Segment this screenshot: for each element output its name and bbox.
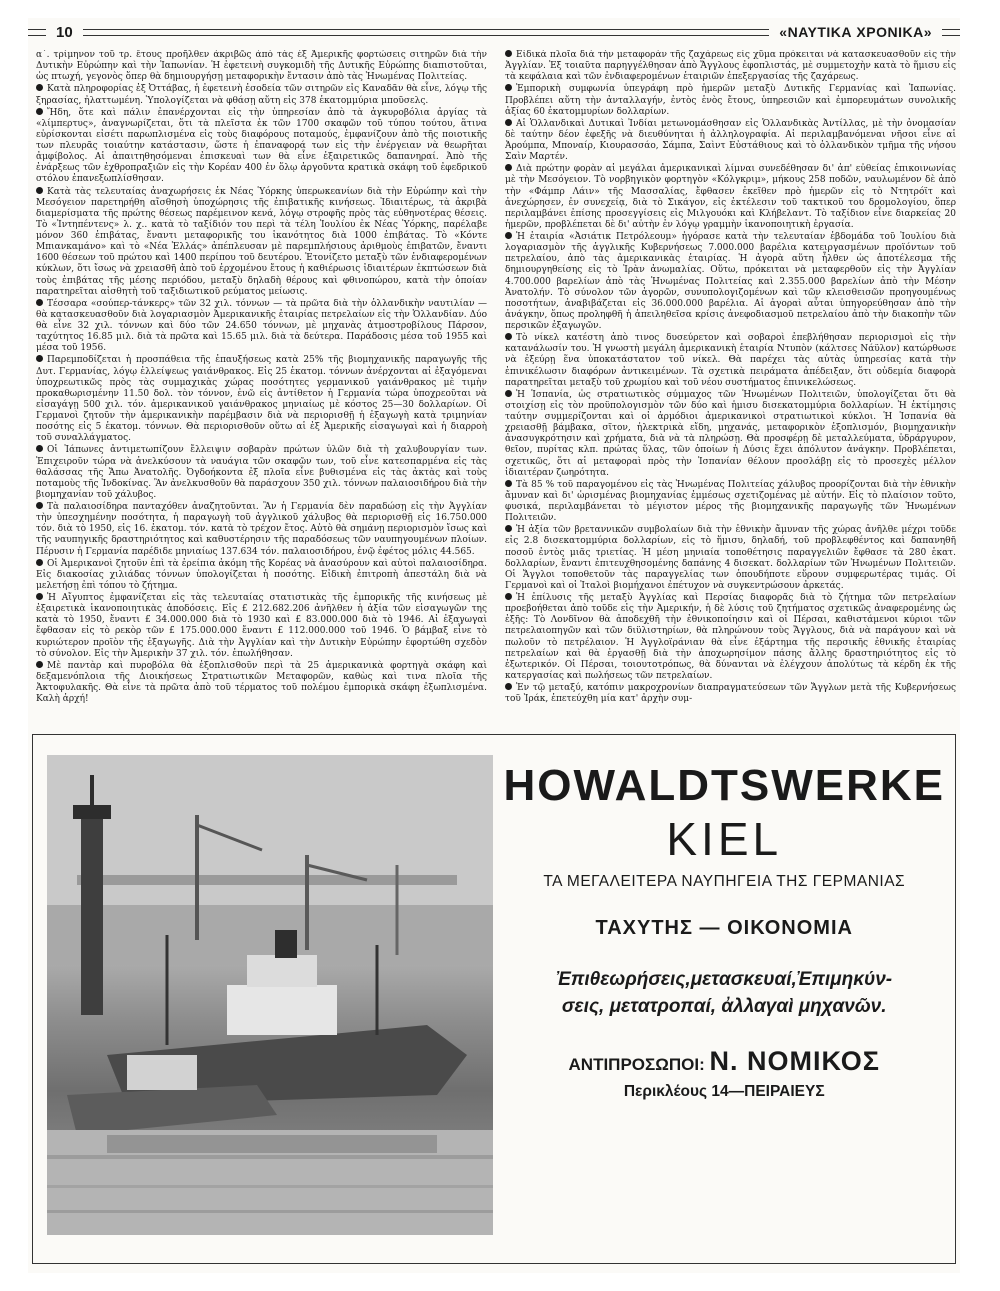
publication-title: «ΝΑΥΤΙΚΑ ΧΡΟΝΙΚΑ» [779, 24, 932, 40]
right-column [505, 50, 956, 726]
bullet-icon [505, 525, 512, 532]
bullet-icon [36, 299, 43, 306]
article-paragraph: Τέσσαρα «σούπερ-τάνκερς» τῶν 32 χιλ. τόννων — τὰ πρῶτα διὰ τὴν ὁλλανδικὴν ναυτιλίαν — θὰ κατασκευασθοῦν διὰ λογαριασμὸν Ἀμερικανικῆς ἑταιρίας πετρελαίων εἰς τὴν Ὁλλανδίαν. Δύο θὰ εἶνε 32 χιλ. τόννων καὶ δύο τῶν 24.650 τόννων, μὲ μηχανὰς ἀτμοστροβίλους Πάρσον, ταχύτητος 16.85 μιλ. διὰ τὰ πρῶτα καὶ 15.65 μιλ. διὰ τὰ δεύτερα. Παράδοσις μέσα τοῦ 1955 καὶ μέσα τοῦ 1956. [36, 298, 487, 354]
article-paragraph: Οἱ Ἀμερικανοὶ ζητοῦν ἐπὶ τὰ ἐρείπια ἀκόμη τῆς Κορέας νὰ ἀνασύρουν καὶ αὐτοὶ παλαιοσίδηρα. Εἰς διακοσίας χιλιάδας τόννων ὑπολογίζεται ἡ ποσότης. Εἰδικὴ ἐπιτροπὴ ἀπεστάλη διὰ νὰ μελετήσῃ ἐπὶ τόπου τὸ ζήτημα. [36, 558, 487, 591]
header-rule-right [942, 29, 960, 36]
article-paragraph: Ἐν τῷ μεταξύ, κατόπιν μακροχρονίων διαπραγματεύσεων τῶν Ἄγγλων μετὰ τῆς Κυβερνήσεως τοῦ Ἰράκ, ἐπετεύχθη μία κατ' ἀρχὴν συμ- [505, 683, 956, 705]
bullet-icon [505, 164, 512, 171]
bullet-icon [505, 119, 512, 126]
bullet-icon [36, 108, 43, 115]
bullet-icon [36, 502, 43, 509]
newspaper-page [28, 18, 960, 1273]
article-paragraph: Διὰ πρώτην φορὰν αἱ μεγάλαι ἀμερικανικαὶ λίμναι συνεδέθησαν δι' ἀπ' εὐθείας ἐπικοινωνίας μὲ τὴν Μεσόγειον. Τὸ νορβηγικὸν φορτηγὸν «Κόλγκριμ», μήκους 258 ποδῶν, ναυλωμένον δὲ ἀπὸ τὴν «Φάμπρ Λάιν» τῆς Μασσαλίας, ἔφθασεν ἐκεῖθεν πρὸ ἡμερῶν εἰς τὸ Ντητρόϊτ καὶ ἀνεχώρησεν, ἐν συνεχείᾳ, διὰ τὸ Σικάγον, εἰς ἐκτέλεσιν τοῦ τακτικοῦ του δρομολογίου, ὅπερ περιλαμβάνει ἐπίσης προσεγγίσεις εἰς Μιλγουόκι καὶ Κλήβελαντ. Τὸ ταξίδιον εἶνε διαρκείας 20 ἡμερῶν, προβλέπεται δὲ δι' αὐτὴν ἐν λόγῳ γραμμὴν ἱκανοποιητικὴ ἐργασία. [505, 164, 956, 230]
page-number: 10 [56, 23, 73, 41]
bullet-icon [505, 390, 512, 397]
bullet-icon [505, 50, 512, 57]
article-paragraph: Ἡ Αἴγυπτος ἐμφανίζεται εἰς τὰς τελευταίας στατιστικὰς τῆς ἐμπορικῆς τῆς κινήσεως μὲ ἐξαιρετικὰ ἱκανοποιητικὰς ἀποδόσεις. Εἰς £ 212.682.206 ἀνῆλθεν ἡ ἀξία τῶν εἰσαγωγῶν της κατὰ τὸ 1950, ἔναντι £ 34.000.000 διὰ τὸ 1930 καὶ £ 83.000.000 διὰ τὸ 1946. Αἱ ἐξαγωγαὶ ἔφθασαν εἰς τὸ ρεκὸρ τῶν £ 175.000.000 ἔναντι £ 112.000.000 τοῦ 1946. Ὁ βάμβαξ εἶνε τὸ κυριώτερον προϊὸν τῆς ἐξαγωγῆς. Διὰ τὴν Ἀγγλίαν καὶ τὴν Δυτικὴν Εὐρώπην ἐφορτώθη σχεδὸν τὸ σύνολον. Εἰς τὴν Ἀμερικὴν 37 χιλ. τόν. ἐπωλήθησαν. [36, 593, 487, 659]
bullet-icon [36, 559, 43, 566]
article-paragraph: Ἡ ἐπίλυσις τῆς μεταξὺ Ἀγγλίας καὶ Περσίας διαφορᾶς διὰ τὸ ζήτημα τῶν πετρελαίων προεβοήθεται ἀπὸ τοῦδε εἰς τὴν Ἀμερικήν, ἡ δὲ λύσις τοῦ ζητήματος σχετικῶς ἀναφερομένης ὡς ἑξῆς: Τὸ Λονδῖνον θὰ ἀποδεχθῆ τὴν ἐθνικοποίησιν καὶ οἱ Πέρσαι, καθιστάμενοι κύριοι τῶν πετρελαιοπηγῶν καὶ τῶν διϋλιστηρίων, θὰ πληρώνουν τοὺς Ἄγγλους, διὰ νὰ παράγουν καὶ νὰ πωλοῦν τὸ πετρέλαιον. Ἡ Ἀγγλοϊράνιαν θὰ εἶνε ἐξάρτημα τῆς περσικῆς ἐθνικῆς ἑταιρίας πετρελαίων καὶ θὰ ἐργασθῇ διὰ τὴν ἀποχωρησίμον πάσης ἄλλης δραστηριότητος εἰς τὸ ἐξωτερικόν. Οἱ Πέρσαι, τοιουτοτρόπως, θὰ δύνανται νὰ ἐλέγχουν ἀπολύτως τὰ κέρδη ἐκ τῆς κατεργασίας καὶ πωλήσεως τῶν πετρελαίων. [505, 593, 956, 681]
article-paragraph: Μὲ παντὰρ καὶ πυροβόλα θὰ ἐξοπλισθοῦν περὶ τὰ 25 ἀμερικανικὰ φορτηγὰ σκάφη καὶ δεξαμενόπλοια τῆς Διοικήσεως Στρατιωτικῶν Μεταφορῶν, καθὼς καὶ τινα πλοῖα τῆς Ἀκτοφυλακῆς. Θὰ εἶνε τὰ πρῶτα ἀπὸ τοῦ τέρματος τοῦ πολέμου ἐμπορικὰ σκάφη ἐξωπλισμένα. Καλὴ ἀρχή! [36, 660, 487, 705]
bullet-icon [36, 355, 43, 362]
shipyard-photo [47, 755, 493, 1235]
bullet-icon [36, 445, 43, 452]
header-rule-middle [83, 29, 770, 36]
ad-text-block [493, 735, 955, 1263]
bullet-icon [505, 683, 512, 690]
ad-tagline: ΤΑ ΜΕΓΑΛΕΙΤΕΡΑ ΝΑΥΠΗΓΕΙΑ ΤΗΣ ΓΕΡΜΑΝΙΑΣ [543, 873, 906, 890]
ad-agent [503, 1046, 945, 1077]
ad-services-line: Ἐπιθεωρήσεις,μετασκευαί,Ἐπιμηκύν- [556, 969, 893, 990]
ad-services [503, 966, 945, 1020]
ad-services-line: σεις, μετατροπαί, ἀλλαγαὶ μηχανῶν. [561, 996, 887, 1017]
harbor-ships-image [47, 755, 493, 1235]
article-paragraph: α΄. τρίμηνον τοῦ τρ. ἔτους προῆλθεν ἀκριβῶς ἀπὸ τὰς ἐξ Ἀμερικῆς φορτώσεις σιτηρῶν διὰ τὴν Δυτικὴν Εὐρώπην καὶ τὴν Ἰαπωνίαν. Ἡ ἐφετεινὴ συγκομιδὴ τῆς Δυτικῆς Εὐρώπης διαπιστοῦται, ὡς πτωχή, γεγονὸς ὅπερ θὰ δημιουργήσῃ μεταφορικὴν ἔντασιν ἀπὸ τὰς Ἡνωμένας Πολιτείας. [36, 50, 487, 83]
bullet-icon [505, 480, 512, 487]
article-paragraph: Κατὰ τὰς τελευταίας ἀναχωρήσεις ἐκ Νέας Ὑόρκης ὑπερωκεανίων διὰ τὴν Εὐρώπην καὶ τὴν Μεσόγειον παρετηρήθη αἴσθησὴ ὑποχώρησις τῆς ἐπιβατικῆς κινήσεως. Ἰδιαιτέρως, τὰ ἀκριβὰ διαμερίσματα τῆς πρώτης θέσεως παρέμεινον κενά, λόγῳ στροφῆς πρὸς τὰς εὐθηνοτέρας θέσεις. Τὸ «Ἰντηπέντενς» λ. χ.. κατὰ τὸ ταξίδιόν του περὶ τὰ τέλη Ἰουλίου ἐκ Νέας Ὑόρκης, παρέλαβε μόνον 360 ἐπιβάτας, ἔναντι μεταφορικῆς του ἱκανότητος διὰ 1000 ἐπιβάτας. Τὸ «Κόντε Μπιανκαμάνο» καὶ τὸ «Νέα Ἑλλάς» ἀπέπλευσαν μὲ παρεμπλήσιους ἀριθμοὺς ἐπιβατῶν, ἔναντι 1600 θέσεων τοῦ πρώτου καὶ 1400 περίπου τοῦ δευτέρου. Ἐτονίζετο μεταξὺ τῶν ἐνδιαφερομένων κύκλων, ὅτι ἴσως νὰ χρειασθῆ ἀπὸ τοῦ ἐρχομένου ἔτους ἡ καθιέρωσις ἰδιαιτέρων ἐκπτώσεων διὰ τοὺς ἐπιβάτας τῆς μέσης περιόδου, μεταξὺ δηλαδὴ θέρους καὶ φθινοπώρου, κατὰ τὴν ὁποίαν παρατηρεῖται αἰσθητὴ τοῦ ταξιδιωτικοῦ ρεύματος μείωσις. [36, 186, 487, 297]
header-rule-left [28, 29, 46, 36]
bullet-icon [36, 84, 43, 91]
bullet-icon [505, 84, 512, 91]
ad-address: Περικλέους 14—ΠΕΙΡΑΙΕΥΣ [623, 1083, 825, 1100]
ad-agent-label: ΑΝΤΙΠΡΟΣΩΠΟΙ: [568, 1055, 705, 1074]
bullet-icon [505, 333, 512, 340]
bullet-icon [36, 187, 43, 194]
ad-brand: HOWALDTSWERKE [503, 761, 945, 810]
article-paragraph: Εἰδικὰ πλοῖα διὰ τὴν μεταφορὰν τῆς ζαχάρεως εἰς χῦμα πρόκειται νὰ κατασκευασθοῦν εἰς τὴν Ἀγγλίαν. Ἐξ τοιαῦτα παρηγγέλθησαν ἀπὸ Ἄγγλους ἐφοπλιστάς, μὲ συμμετοχὴν κατὰ τὸ ἥμισυ εἰς τὰ κεφάλαια καὶ τῶν ἐνδιαφερομένων ἑταιριῶν ἐπεξεργασίας τῆς ζαχάρεως. [505, 50, 956, 83]
article-paragraph: Ἐμπορικὴ συμφωνία ὑπεγράφη πρὸ ἡμερῶν μεταξὺ Δυτικῆς Γερμανίας καὶ Ἰαπωνίας. Προβλέπει αὕτη τὴν ἀνταλλαγήν, ἐντὸς ἑνὸς ἔτους, ὑπηρεσιῶν καὶ ἐμπορευμάτων συνολικῆς ἀξίας 60 ἑκατομμυρίων δολλαρίων. [505, 84, 956, 117]
article-paragraph: Κατὰ πληροφορίας ἐξ Ὀττάβας, ἡ ἐφετεινὴ ἐσοδεία τῶν σιτηρῶν εἰς Καναδᾶν θὰ εἶνε, λόγῳ τῆς ξηρασίας, ἠλαττωμένη. Ὑπολογίζεται νὰ φθάσῃ αὕτη εἰς 378 ἑκατομμύρια μποῦσελς. [36, 84, 487, 106]
bullet-icon [36, 661, 43, 668]
article-paragraph: Τὰ 85 % τοῦ παραγομένου εἰς τὰς Ἡνωμένας Πολιτείας χάλυβος προορίζονται διὰ τὴν ἐθνικὴν ἄμυναν καὶ δι' ὡρισμένας βιομηχανίας ἐμμέσως σχετιζομένας μὲ αὐτήν. Εἰς τὸ πλαίσιον τοῦτο, φυσικά, περιλαμβάνεται τὸ μέγιστον μέρος τῆς βιομηχανικῆς παραγωγῆς τῶν Ἡνωμένων Πολιτειῶν. [505, 479, 956, 524]
article-paragraph: Ἡ ἀξία τῶν βρεταννικῶν συμβολαίων διὰ τὴν ἐθνικὴν ἄμυναν τῆς χώρας ἀνῆλθε μέχρι τοῦδε εἰς 2.8 δισεκατομμύρια δολλαρίων, εἰς τὸ ἥμισυ, δηλαδή, τοῦ προβλεφθέντος καὶ δαπανηθῆ ποσοῦ ἐντὸς μιᾶς τριετίας. Ἡ μέση μηνιαία τοποθέτησις παραγγελιῶν ἔφθασε τὰ 280 ἑκατ. δολλαρίων, ἔναντι ἐπιτευχθησομένης δαπάνης 4 δισεκατ. δολλαρίων τῶν Ἡνωμένων Πολιτειῶν. Οἱ Ἄγγλοι τοποθετοῦν τὰς παραγγελίας των ὁπουδήποτε εὕρουν συμφερωτέρας τιμάς. Οἱ Γερμανοὶ καὶ οἱ Ἰταλοὶ βιομήχανοι ἐπέτυχον νὰ συγκεντρώσουν ἀρκετάς. [505, 525, 956, 591]
article-columns [36, 50, 956, 726]
article-paragraph: Ἡ Ἱσπανία, ὡς στρατιωτικὸς σύμμαχος τῶν Ἡνωμένων Πολιτειῶν, ὑπολογίζεται ὅτι θὰ στοιχίσῃ εἰς τὸν προϋπολογισμὸν τῶν δύο καὶ ἡμισυ δισεκατομμύρια δολλαρίων. Ἡ ἐκτίμησις ταύτην συμμερίζονται καὶ οἱ ἁρμόδιοι ἀμερικανικοὶ στρατιωτικοὶ κύκλοι. Ἡ Ἱσπανία θὰ χρειασθῇ βάμβακα, σῖτον, ἠλεκτρικὰ εἴδη, μηχανάς, μεταφορικὸν ἐξοπλισμόν, βιομηχανικὴν ἀνασυγκρότησιν καὶ χρήματα, διὰ νὰ τὰ πληρώσῃ. Θὰ προσφέρῃ δὲ μεταλλεύματα, ὑδράργυρον, θεῖον, πυρίτας κλπ. πρώτας ὕλας, τῶν ὁποίων ἡ Δύσις ἔχει ἀπόλυτον ἀνάγκην. Προβλέπεται, σχετικῶς, ὅτι αἱ μεταφοραὶ πρὸς τὴν Ἱσπανίαν θέλουν προσλάβῃ εἰς τὸ προσεχὲς μέλλον ἰδιαιτέραν ζωηρότητα. [505, 389, 956, 478]
article-paragraph: Παρεμποδίζεται ἡ προσπάθεια τῆς ἐπαυξήσεως κατὰ 25% τῆς βιομηχανικῆς παραγωγῆς τῆς Δυτ. Γερμανίας, λόγῳ ἐλλείψεως γαιάνθρακος. Εἰς 25 ἑκατομ. τόννων ἀνέρχονται αἱ ἐξαγόμεναι ὑποχρεωτικῶς πρὸς τὰς συμμαχικὰς χώρας ποσότητες γερμανικοῦ γαιάνθρακος μὲ τιμὴν προκαθωρισμένην 11.50 δολ. τὸν τόννον, ἐνῶ εἰς ἀντίθετον ἡ Γερμανία τώρα ὑποχρεοῦται νὰ εἰσαγάγῃ 500 χιλ. τόν. ἀμερικανικοῦ γαιάνθρακος μηνιαίως μὲ κόστος 25—30 δολλαρίων. Οἱ Γερμανοὶ ζητοῦν τὴν ἀμερικανικὴν παρέμβασιν διὰ νὰ περιορισθῇ ἡ ἐξαγωγὴ κατὰ τριμηνίαν ποσότης εἰς 5 ἑκατομ. τόννων. Θὰ περιορισθοῦν οὕτω αἱ ἐξ Ἀμερικῆς εἰσαγωγαὶ καὶ ἡ διαρροὴ τοῦ συναλλάγματος. [36, 355, 487, 444]
bullet-icon [505, 232, 512, 239]
article-paragraph: Αἱ Ὁλλανδικαὶ Δυτικαὶ Ἰνδίαι μετωνομάσθησαν εἰς Ὁλλανδικὰς Ἀντίλλας, μὲ τὴν ὀνομασίαν δὲ ταύτην δέον ἐφεξῆς νὰ διευθύνηται ἡ ἀλληλογραφία. Αἱ περιλαμβανόμεναι νῆσοι εἶνε αἱ Ἀρούμπα, Μποναίρ, Κιουρασσάο, Σάμπα, Σαὶντ Εὐστάθιους καὶ τὸ ὁλλανδικὸν τμῆμα τῆς νήσου Σαὶν Μαρτέν. [505, 118, 956, 163]
article-paragraph: Οἱ Ἰάπωνες ἀντιμετωπίζουν ἔλλειψιν σοβαρὰν πρώτων ὑλῶν διὰ τὴ χαλυβουργίαν των. Ἐπιχειροῦν τώρα νὰ ἀνελκύσουν τὰ ναυάγια τῶν σκαφῶν των, τοῦ εἶνε κατεσπαρμένα εἰς τὰς θαλάσσας τῆς Ἄπω Ἀνατολῆς. Ὀγδοήκοντα ἐξ πλοῖα εἶνε βυθισμένα εἰς τὰς ἀκτὰς καὶ τοὺς ποταμοὺς τῆς Ἰνδοκίνας. Ἂν ἀνελκυσθοῦν θὰ παράσχουν 350 χιλ. τόννων παλαιοσιδήρου διὰ τὴν βιομηχανίαν τοῦ χάλυβος. [36, 445, 487, 500]
ad-city: KIEL [666, 813, 783, 865]
article-paragraph: Τὰ παλαιοσίδηρα πανταχόθεν ἀναζητοῦνται. Ἂν ἡ Γερμανία δὲν παραδώσῃ εἰς τὴν Ἀγγλίαν τὴν ὑπεσχημένην ποσότητα, ἡ παραγωγὴ τοῦ ἀγγλικοῦ χάλυβος θὰ περιορισθῇ εἰς 16.750.000 τόν. διὰ τὸ 1950, εἰς 16. ἑκατομ. τόν. κατὰ τὸ τρέχον ἔτος. Αὐτὸ θὰ σημάνῃ περιορισμὸν ἴσως καὶ τῆς ναυπηγικῆς δραστηριότητος καὶ καθυστέρησιν τῆς παραδόσεως τῶν ναυπηγουμένων πλοίων. Πέρυσιν ἡ Γερμανία παρέδιδε μηνιαίως 137.634 τόν. παλαιοσιδήρου, ἐνῷ ἐφέτος μόλις 44.565. [36, 502, 487, 557]
shipyard-advertisement [32, 734, 956, 1264]
ad-slogan: ΤΑΧΥΤΗΣ — ΟΙΚΟΝΟΜΙΑ [595, 917, 853, 939]
article-paragraph: Ἡ ἑταιρία «Ἀσιάτικ Πετρόλεουμ» ἠγόρασε κατὰ τὴν τελευταίαν ἑβδομάδα τοῦ Ἰουλίου διὰ λογαριασμὸν τῆς ἀγγλικῆς Κυβερνήσεως 7.000.000 βαρέλια κατειργασμένων προϊόντων τοῦ πετρελαίου, ἀπὸ τὰς ἀμερικανικὰς ἑταιρίας. Ἡ ἀγορὰ αὕτη ἦλθεν ὡς ἀποτέλεσμα τῆς δημιουργηθείσης εἰς τὸ Ἰρὰν ἀνωμαλίας. Οὕτω, πρόκειται νὰ μεταφερθοῦν εἰς τὴν Ἀγγλίαν 4.700.000 βαρελίων ἀπὸ τὰς Ἡνωμένας Πολιτείας καὶ 2.355.000 βαρελίων ἀπὸ τὴν Μέσην Ἀνατολήν. Τὸ σύνολον τῶν ἀγορῶν, συνυπολογιζομένων καὶ τῶν κλεισθεισῶν προηγουμένως ποσοτήτων, ἀναβιβάζεται εἰς 36.000.000 βαρέλια. Αἱ ἀγοραὶ αὗται ὑπηγορεύθησαν ἀπὸ τὴν ἀνάγκην, ὅπως προληφθῆ ἡ ἀπειληθεῖσα κρίσις ἀνεφοδιασμοῦ πετρελαίου ἀπὸ τὴν διακοπὴν τῶν περσικῶν ἐξαγωγῶν. [505, 232, 956, 331]
bullet-icon [505, 593, 512, 600]
page-header [28, 18, 960, 46]
ad-agent-name: Ν. ΝΟΜΙΚΟΣ [709, 1046, 880, 1076]
left-column [36, 50, 487, 726]
bullet-icon [36, 593, 43, 600]
article-paragraph: Ἤδη, ὅτε καὶ πάλιν ἐπανέρχονται εἰς τὴν ὑπηρεσίαν ἀπὸ τὰ ἀγκυροβόλια ἀργίας τὰ «λίμπερτυς», ἀναγνωρίζεται, ὅτι τὰ πλεῖστα ἐκ τῶν 1700 σκαφῶν τοῦ τύπου τούτου, ἅτινα εὑρίσκονται εἰσέτι παρωπλισμένα εἰς τοὺς διαφόρους ποταμούς, ἐμφανίζουν ἀπὸ τῆς ποιοτικῆς των πλευρᾶς τοιαύτην κατάστασιν, ὥστε ἡ ἐπαναφορά των εἰς τὴν ἐνέργειαν νὰ θεωρῆται ἀμφίβολος. Αἱ ἀπαιτηθησόμεναι ἐπισκευαὶ των θὰ εἶνε ἐξαιρετικῶς δαπανηραί. Ἀπὸ τῆς ἐνάρξεως τῶν ἐχθροπραξιῶν εἰς τὴν Κορέαν 400 ἐν ὅλῳ ἀργοῦντα κρατικὰ σκάφη τοῦ ἐφεδρικοῦ στόλου ἐπανεξωπλίσθησαν. [36, 107, 487, 185]
article-paragraph: Τὸ νίκελ κατέστη ἀπὸ τινος δυσεύρετον καὶ σοβαροὶ ἐπεβλήθησαν περιορισμοὶ εἰς τὴν κατανάλωσίν του. Ἡ γνωστὴ μεγάλη ἀμερικανικὴ ἑταιρία Ντυπὸν (κάλτσες Νάϋλον) κατώρθωσε νὰ ἐξεύρῃ ἕνα ὑποκατάστατον τοῦ νίκελ. Θὰ παρέχει τὰς αὐτὰς ὑπηρεσίας κατὰ τὴν ἐπινικέλωσιν διαφόρων ἀντικειμένων. Τὰ σχετικὰ πειράματα ἀπέδειξαν, ὅτι οὐδεμία διαφορὰ παρατηρεῖται μεταξὺ τοῦ χρωμίου καὶ τοῦ νέου συστήματος ἐπινικελώσεως. [505, 333, 956, 388]
